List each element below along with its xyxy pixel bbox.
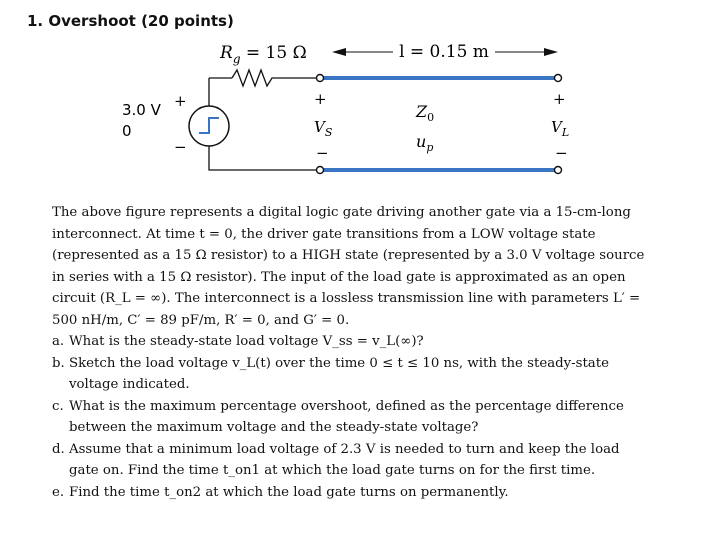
question-list [52,331,652,503]
vs-label: $V_S$ [314,118,333,139]
question-item: a. What is the steady-state load voltage V_ss = v_L(∞)? [52,334,424,349]
problem-paragraph: The above figure represents a digital logic gate driving another gate via a 15-cm-long interconnect. At time t = 0, the driver gate transitions from a LOW voltage state (represented as a 15 Ω resistor) to a HIGH state (represented by a 3.0 V voltage source in series with a 15 Ω resistor). The input of the load gate is approximated as an open circuit (R_L = ∞). The interconnect is a lossless transmission line with parameters L′ = 500 nH/m, C′ = 89 pF/m, R′ = 0, and G′ = 0. [52,205,645,328]
problem-heading: 1. Overshoot (20 points) [27,12,234,30]
vs-minus: − [316,144,329,162]
circuit-figure [0,0,701,200]
z0-label: $Z_0$ [416,102,435,124]
up-label: $u_p$ [416,132,434,154]
source-zero-label: 0 [122,122,132,140]
terminal-load-bottom [555,167,562,174]
problem-body [52,202,652,503]
resistor-rg [232,70,319,86]
question-item: b. Sketch the load voltage v_L(t) over the time 0 ≤ t ≤ 10 ns, with the steady-state voltage indicated. [52,355,609,392]
question-item: c. What is the maximum percentage overshoot, defined as the percentage difference between the maximum voltage and the steady-state voltage? [52,398,624,435]
question-item: e. Find the time t_on2 at which the load gate turns on permanently. [52,484,509,500]
source-bottom-wire [209,146,319,170]
vs-plus: + [314,90,327,108]
source-voltage-label: 3.0 V [122,101,161,119]
question-item: d. Assume that a minimum load voltage of 2.3 V is needed to turn and keep the load gate on. Find the time t_on1 at which the load gate turns on for the first time. [52,441,620,478]
vl-label: $V_L$ [551,118,570,139]
terminal-input-bottom [317,167,324,174]
terminal-input-top [317,75,324,82]
terminal-load-top [555,75,562,82]
source-plus: + [174,92,187,110]
vl-minus: − [555,144,568,162]
vl-plus: + [553,90,566,108]
rg-label: $R_g = 15$ Ω [220,43,307,66]
source-minus: − [174,138,187,156]
length-label: l = 0.15 m [399,42,489,62]
